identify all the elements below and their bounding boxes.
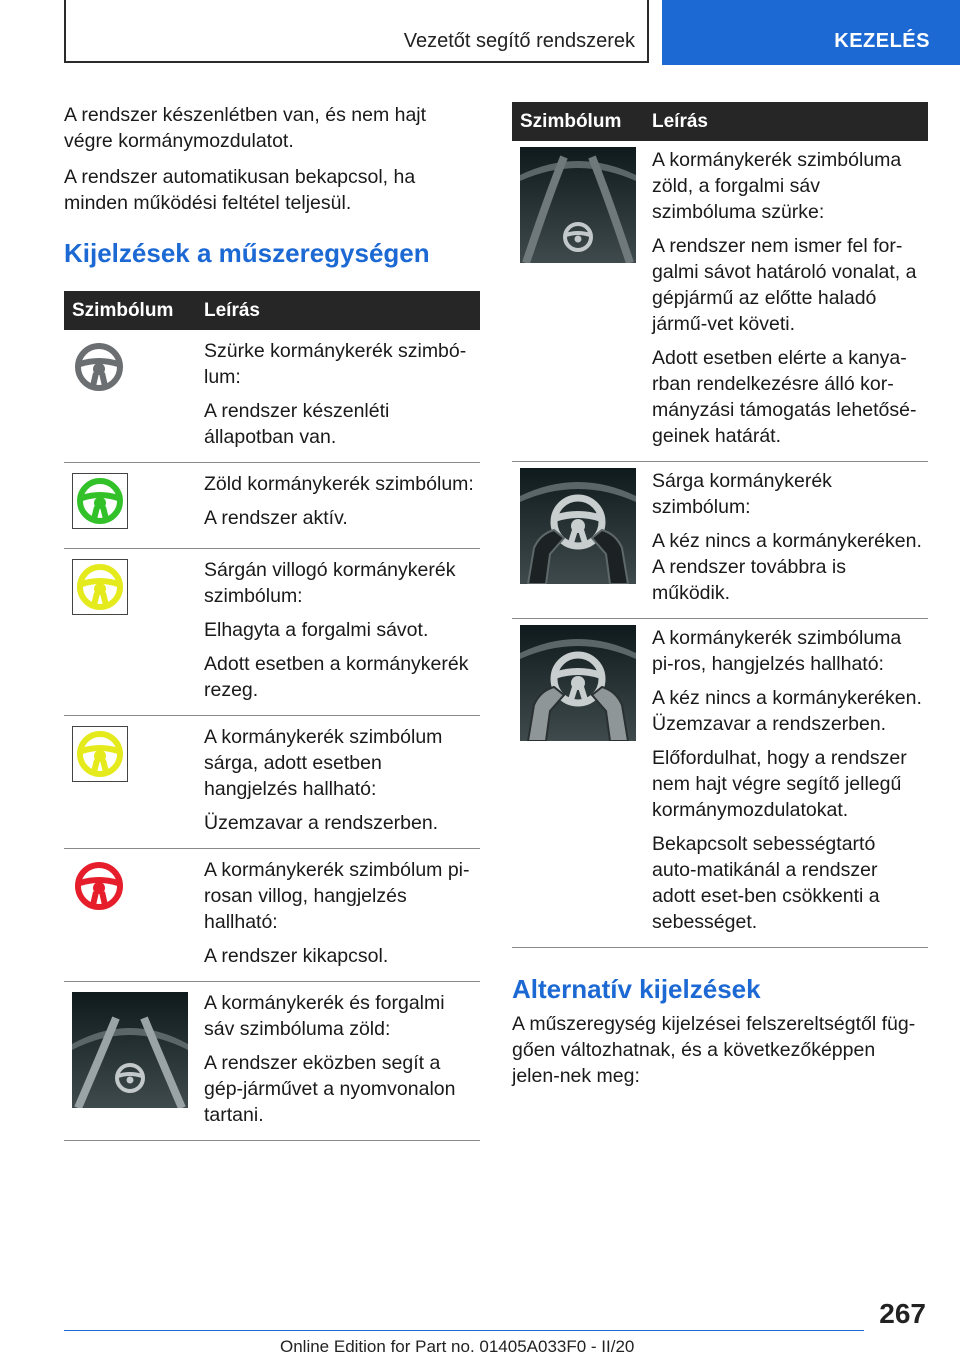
column-header-symbol: Szimbólum — [64, 291, 196, 330]
description-line: A rendszer kikapcsol. — [204, 945, 389, 967]
chapter-tab — [662, 0, 960, 65]
description-line: Sárga kormánykerék szimbólum: — [652, 470, 832, 518]
description-line: A rendszer készenléti állapotban van. — [204, 400, 390, 448]
description-line: Üzemzavar a rendszerben. — [204, 812, 439, 834]
description-line: A kormánykerék szimbóluma pi-ros, hangjelzés hallható: — [652, 627, 902, 675]
section-heading: Alternatív kijelzések — [512, 974, 761, 1004]
hands-on-wheel-yellow-scene-icon — [520, 468, 636, 584]
symbol-table — [512, 102, 928, 948]
description-line: A kormánykerék szimbóluma zöld, a forgalmi sáv szimbóluma szürke: — [652, 149, 902, 223]
description-line: Sárgán villogó kormánykerék szimbólum: — [204, 559, 456, 607]
table-row — [512, 141, 928, 462]
description-line: A kormánykerék szimbólum pi-rosan villog, hangjelzés hallható: — [204, 859, 470, 933]
column-header-symbol: Szimbólum — [512, 102, 644, 141]
yellow-steering-wheel-icon — [72, 726, 128, 782]
description-line: A rendszer aktív. — [204, 507, 348, 529]
lane-green-scene-icon — [72, 992, 188, 1108]
table-row — [64, 982, 480, 1141]
running-header — [64, 0, 649, 63]
description-line: Elhagyta a forgalmi sávot. — [204, 619, 429, 641]
yellow-steering-wheel-icon — [72, 559, 128, 615]
description-line: A kormánykerék és forgalmi sáv szimbóluma zöld: — [204, 992, 445, 1040]
table-row — [64, 463, 480, 549]
description-line: A kéz nincs a kormánykeréken. A rendszer továbbra is működik. — [652, 530, 922, 604]
table-row — [64, 330, 480, 463]
lane-gray-scene-icon — [520, 147, 636, 263]
body-paragraph: A műszeregység kijelzései felszereltségtől füg-gően változhatnak, és a következőképpen jelen-nek meg: — [512, 1013, 916, 1087]
symbol-table — [64, 291, 480, 1141]
section-title: Vezetőt segítő rendszerek — [403, 30, 635, 52]
table-row — [512, 462, 928, 619]
footer-divider — [64, 1330, 864, 1331]
description-line: Adott esetben elérte a kanya-rban rendelkezésre álló kor-mányzási támogatás lehetősé-geinek határát. — [652, 347, 917, 447]
description-line: A rendszer eközben segít a gép-járművet a nyomvonalon tartani. — [204, 1052, 456, 1126]
red-steering-wheel-icon — [72, 859, 126, 913]
page-number: 267 — [879, 1298, 926, 1329]
edition-footer: Online Edition for Part no. 01405A033F0 - II/20 — [280, 1337, 635, 1356]
table-row — [64, 549, 480, 716]
hands-on-wheel-red-scene-icon — [520, 625, 636, 741]
intro-paragraph: A rendszer automatikusan bekapcsol, ha minden működési feltétel teljesül. — [64, 166, 416, 214]
description-line: Előfordulhat, hogy a rendszer nem hajt végre segítő jellegű kormánymozdulatokat. — [652, 747, 907, 821]
description-line: Szürke kormánykerék szimbó-lum: — [204, 340, 467, 388]
description-line: Zöld kormánykerék szimbólum: — [204, 473, 474, 495]
green-steering-wheel-icon — [72, 473, 128, 529]
table-row — [64, 849, 480, 982]
table-row — [512, 619, 928, 948]
column-header-description: Leírás — [196, 291, 480, 330]
description-line: Bekapcsolt sebességtartó auto-matikánál a rendszer adott eset-ben csökkenti a sebességet. — [652, 833, 880, 933]
description-line: A kormánykerék szimbólum sárga, adott esetben hangjelzés hallható: — [204, 726, 443, 800]
intro-paragraph: A rendszer készenlétben van, és nem hajt végre kormánymozdulatot. — [64, 104, 427, 152]
description-line: Adott esetben a kormánykerék rezeg. — [204, 653, 469, 701]
description-line: A rendszer nem ismer fel for-galmi sávot határoló vonalat, a gépjármű az előtte haladó jármű-vet követi. — [652, 235, 917, 335]
description-line: A kéz nincs a kormánykeréken. Üzemzavar a rendszerben. — [652, 687, 922, 735]
table-row — [64, 716, 480, 849]
gray-steering-wheel-icon — [72, 340, 126, 394]
section-heading: Kijelzések a műszeregységen — [64, 238, 430, 268]
right-column — [512, 102, 928, 1099]
left-column — [64, 102, 480, 1141]
column-header-description: Leírás — [644, 102, 928, 141]
chapter-label: KEZELÉS — [834, 30, 930, 52]
